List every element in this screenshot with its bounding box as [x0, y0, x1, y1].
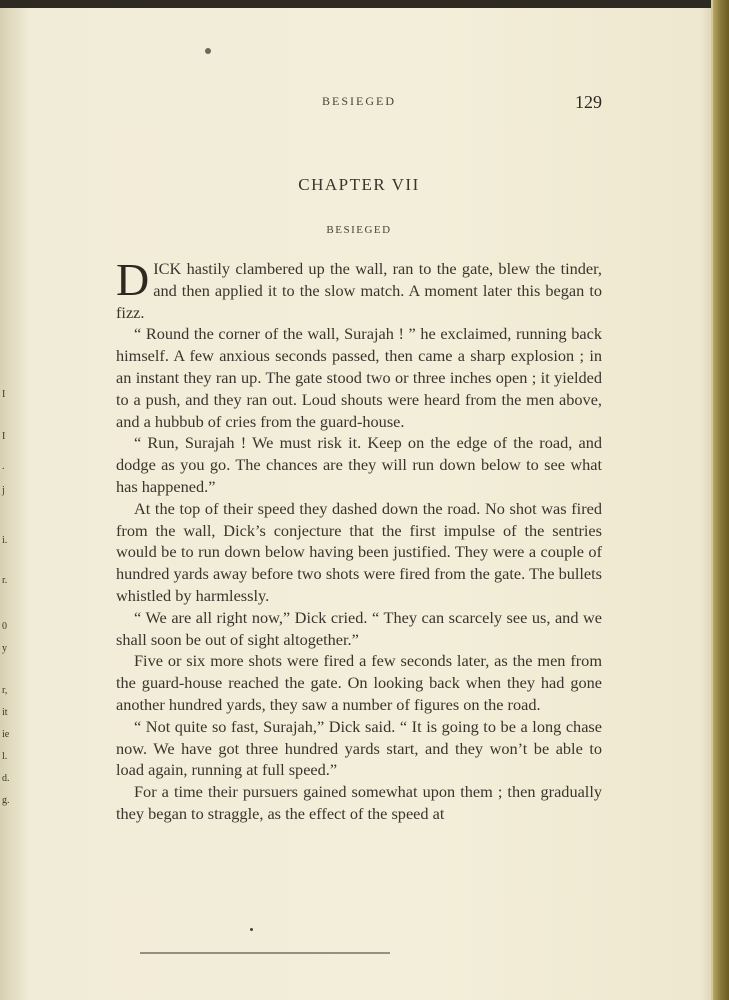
ink-spot [205, 48, 211, 54]
bleed-through-margin [0, 390, 14, 810]
bottom-rule [140, 952, 390, 954]
scan-top-edge [0, 0, 729, 8]
margin-mark: 0 [2, 621, 7, 632]
paragraph [116, 254, 602, 323]
page-number: 129 [575, 92, 602, 112]
paragraph: “ Run, Surajah ! We must risk it. Keep on the edge of the road, and dodge as you go. The chances are they will run down below to see what has happened.” [116, 433, 602, 496]
paragraph: For a time their pursuers gained somewhat upon them ; then gradually they began to straggle, as the effect of the speed at [116, 782, 602, 823]
margin-mark: j [2, 485, 5, 496]
margin-mark: r, [2, 685, 8, 696]
margin-mark: i. [2, 535, 8, 546]
margin-mark: g. [2, 795, 10, 806]
chapter-title: CHAPTER VII [298, 175, 420, 194]
margin-mark: it [2, 707, 8, 718]
ink-speck [250, 928, 253, 931]
margin-mark: I [2, 431, 6, 442]
paragraph: At the top of their speed they dashed down the road. No shot was fired from the wall, Dick’s conjecture that the first impulse of the sentries would be to run down below having been justified. They were a couple of hundred yards away before two shots were fired from the gate. The bullets whistled by harmlessly. [116, 498, 602, 605]
running-head: BESIEGED [322, 94, 396, 108]
paragraph-text: ICK hastily clambered up the wall, ran to the gate, blew the tinder, and then applied it to the slow match. A moment later this began to fizz. [116, 259, 602, 322]
chapter-subtitle: BESIEGED [326, 224, 392, 236]
paragraph: “ Round the corner of the wall, Surajah ! ” he exclaimed, running back himself. A few anxious seconds passed, then came a sharp explosion ; in an instant they ran up. The gate stood two or three inches open ; it yielded to a push, and they ran out. Loud shouts were heard from the men above, and a hubbub of cries from the guard-house. [116, 324, 602, 431]
margin-mark: . [2, 461, 5, 472]
margin-mark: r. [2, 575, 8, 586]
paragraph: “ Not quite so fast, Surajah,” Dick said. “ It is going to be a long chase now. We have got three hundred yards start, and they won’t be able to load again, running at full speed.” [116, 716, 602, 780]
margin-mark: d. [2, 773, 10, 784]
book-spine [713, 0, 729, 1000]
body-text [116, 254, 602, 825]
margin-mark: y [2, 643, 7, 654]
paragraph: Five or six more shots were fired a few seconds later, as the men from the guard-house reached the gate. On looking back when they had gone another hundred yards, they saw a number of figures on the road. [116, 651, 602, 714]
page-header [116, 92, 602, 112]
margin-mark: I [2, 389, 6, 400]
drop-cap: D [116, 254, 150, 305]
margin-mark: ie [2, 729, 10, 740]
paragraph: “ We are all right now,” Dick cried. “ They can scarcely see us, and we shall soon be out of sight altogether.” [116, 607, 602, 649]
margin-mark: l. [2, 751, 8, 762]
